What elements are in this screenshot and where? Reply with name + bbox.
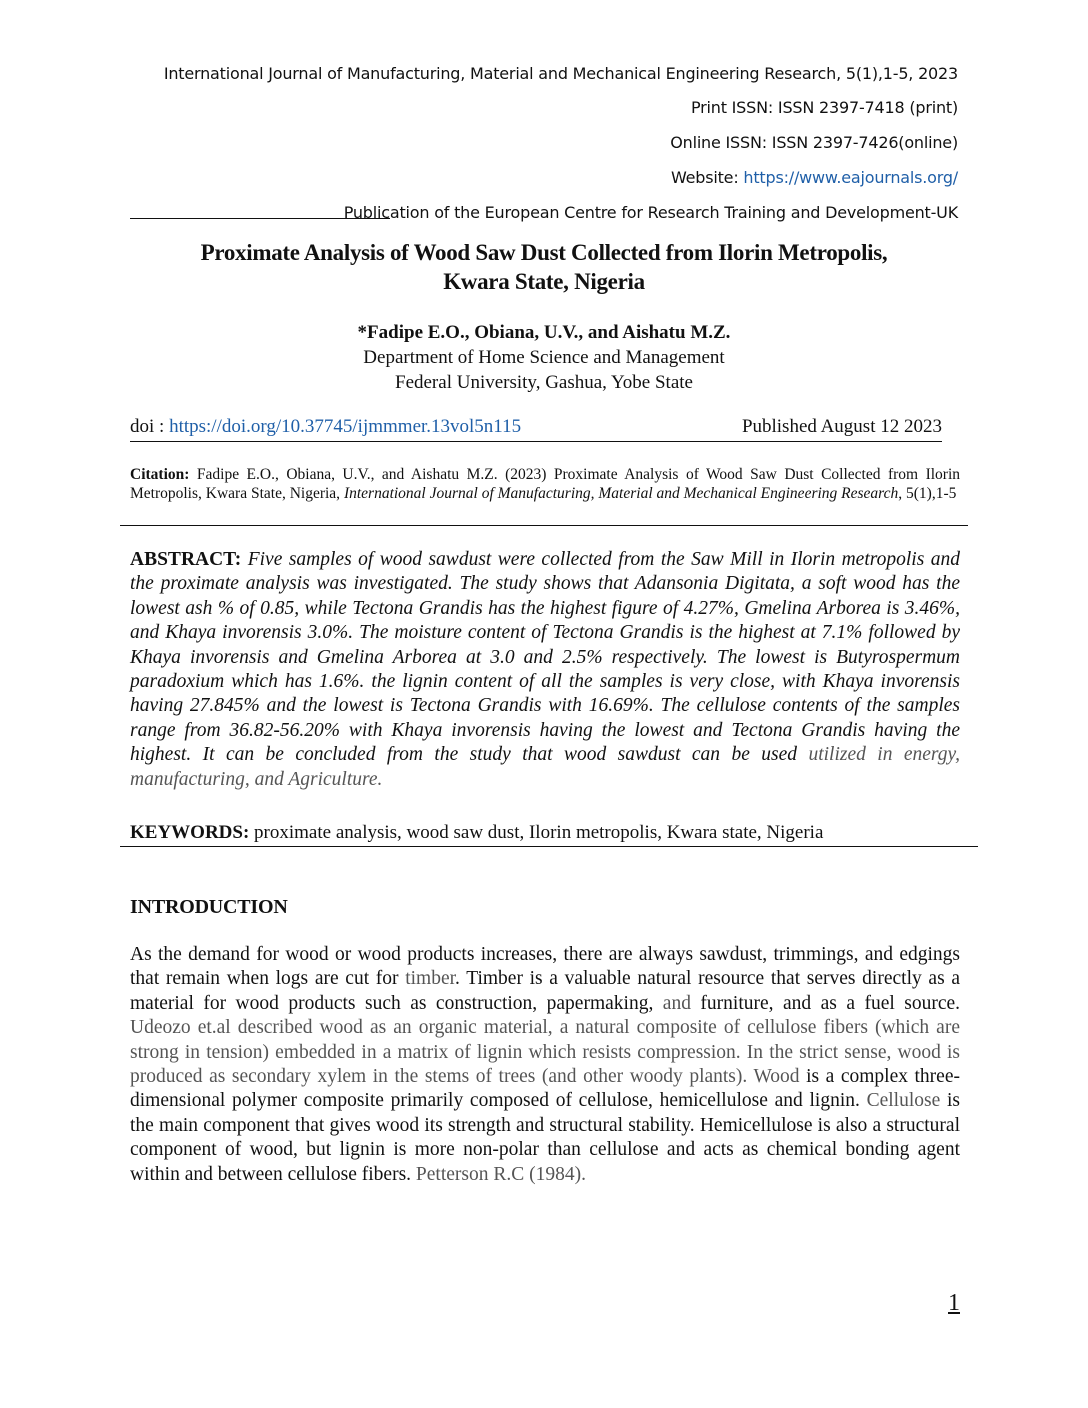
online-issn-text: Online ISSN: ISSN 2397-7426(online) [670,133,958,152]
author-department: Department of Home Science and Management [363,347,725,368]
citation-journal: International Journal of Manufacturing, Material and Mechanical Engineering Research [343,485,899,502]
introduction-paragraph [130,943,960,1187]
intro-text-10: Petterson R.C (1984). [415,1163,586,1185]
page-number: 1 [948,1290,960,1316]
website-link[interactable]: https://www.eajournals.org/ [743,168,958,187]
author-block [130,320,958,395]
abstract-text: Five samples of wood sawdust were collected from the Saw Mill in Ilorin metropolis and the proximate analysis was investigated. The study shows that Adansonia Digitata, a soft wood has the lowest ash % of 0.85, while Tectona Grandis has the highest figure of 4.27%, Gmelina Arborea is 3.46%, and Khaya invorensis 3.0%. The moisture content of Tectona Grandis is the highest at 7.1% followed by Khaya invorensis and Gmelina Arborea at 3.0 and 2.5% respectively. The lowest is Butyrospermum paradoxium which has 1.6%. the lignin content of all the samples is very close, with Khaya invorensis having 27.845% and the lowest is Tectona Grandis with 16.69%. The cellulose contents of the samples range from 36.82-56.20% with Khaya invorensis having the lowest and Tectona Grandis having the highest. It can be concluded from the study that wood sawdust can be used [130,549,960,766]
website-line [671,168,958,187]
print-issn [691,98,958,117]
doi-label: doi : [130,416,170,437]
intro-text-8: Cellulose [866,1090,941,1112]
citation-volume: , 5(1),1-5 [898,485,957,502]
introduction-heading: INTRODUCTION [130,896,288,918]
intro-text-1: As the demand for wood or wood products increases, there are always sawdust, trimmings, and edgings that remain when logs are cut for [130,944,960,990]
abstract-block [130,548,960,792]
website-label: Website: [670,168,744,187]
citation-text: Fadipe E.O., Obiana, U.V., and Aishatu M.Z. (2023) Proximate Analysis of Wood Saw Dust Collected from Ilorin Metropolis, Kwara State, Nigeria, [130,466,960,502]
paper-title-line-1: Proximate Analysis of Wood Saw Dust Collected from Ilorin Metropolis, [200,240,888,265]
intro-text-6: Udeozo et.al described wood as an organic material, a natural composite of cellulose fibers (which are strong in tension) embedded in a matrix of lignin which resists compression. In the strict sense, wood is produced as secondary xylem in the stems of trees (and other woody plants). Wood [130,1017,960,1088]
author-institution: Federal University, Gashua, Yobe State [395,372,693,393]
paper-title [130,238,958,296]
citation-block [130,465,960,503]
author-names: *Fadipe E.O., Obiana, U.V., and Aishatu M.Z. [357,322,731,343]
publisher-text: Publication of the European Centre for Research Training and Development-UK [343,203,958,222]
keywords-block [130,821,960,845]
paper-title-line-2: Kwara State, Nigeria [443,269,645,294]
intro-text-5: furniture, and as a fuel source. [690,992,961,1014]
journal-header-line [164,64,958,83]
abstract-label: ABSTRACT [130,549,235,570]
intro-text-7: is a complex three-dimensional polymer composite primarily composed of cellulose, hemicellulose and lignin. [130,1066,960,1112]
abstract-text-end: utilized in energy, manufacturing, and Agriculture. [130,744,960,790]
journal-name: International Journal of Manufacturing, Material and Mechanical Engineering Research, 5(1),1-5, 2023 [163,64,958,83]
citation-divider [120,525,968,526]
keywords-divider [120,846,978,847]
abstract-colon: : [234,549,248,570]
online-issn [670,133,958,152]
doi-line [130,416,521,438]
publisher-line [344,203,958,222]
intro-text-4: and [662,992,691,1014]
doi-link[interactable]: https://doi.org/10.37745/ijmmmer.13vol5n115 [169,416,522,437]
print-issn-text: Print ISSN: ISSN 2397-7418 (print) [690,98,958,117]
citation-label: Citation: [130,466,190,483]
published-date: Published August 12 2023 [741,416,942,437]
intro-text-9: is the main component that gives wood its strength and structural stability. Hemicellulose is also a structural component of wood, but lignin is more non-polar than cellulose and acts as chemical bonding agent within and between cellulose fibers. [130,1090,960,1185]
doi-divider [130,441,942,442]
keywords-label: KEYWORDS: [130,822,250,843]
intro-text-3: . Timber is a valuable natural resource that serves directly as a material for wood products such as construction, papermaking, [130,968,960,1014]
keywords-text: proximate analysis, wood saw dust, Ilorin metropolis, Kwara state, Nigeria [249,822,824,843]
header-divider [130,218,390,219]
intro-text-2: timber [405,968,456,990]
